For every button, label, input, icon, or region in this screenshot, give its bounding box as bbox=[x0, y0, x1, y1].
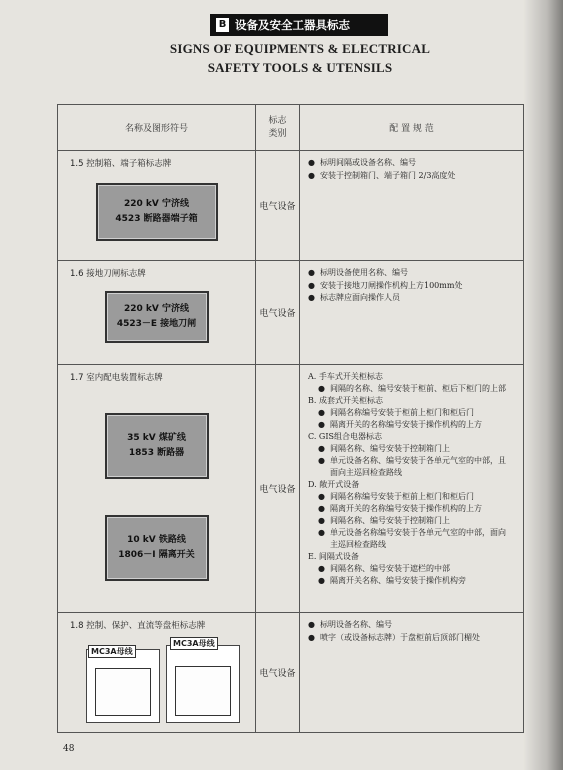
sign-plate bbox=[96, 183, 218, 241]
table-row bbox=[58, 151, 524, 261]
section-title: 设备及安全工器具标志 bbox=[235, 18, 350, 32]
sign-plate bbox=[105, 413, 209, 479]
sign-line: 10 kV 铁路线 bbox=[127, 535, 186, 545]
name-cell bbox=[58, 261, 256, 365]
spec-item: ● 安装于控制箱门、端子箱门 2/3高度处 bbox=[308, 170, 519, 183]
name-cell bbox=[58, 151, 256, 261]
english-title-line1: SIGNS OF EQUIPMENTS & ELECTRICAL bbox=[169, 41, 431, 56]
spec-cell bbox=[300, 261, 524, 365]
item-title: 1.8 控制、保护、直流等盘柜标志牌 bbox=[70, 621, 206, 631]
spec-item: ● 标志牌应面向操作人员 bbox=[308, 292, 519, 305]
spec-cell bbox=[300, 365, 524, 613]
category-cell: 电气设备 bbox=[256, 613, 300, 733]
sign-line: 4523 断路器端子箱 bbox=[115, 214, 198, 224]
spec-cell bbox=[300, 151, 524, 261]
spec-cell bbox=[300, 613, 524, 733]
spec-item: ● 单元设备名称、编号安装于各单元气室的中部，且 bbox=[308, 455, 519, 467]
spec-item: ● 间隔名称、编号安装于遮栏的中部 bbox=[308, 563, 519, 575]
header-category bbox=[256, 105, 300, 151]
sign-line: 4523－E 接地刀闸 bbox=[116, 319, 197, 329]
spec-item: ● 喷字（或设备标志牌）于盘柜前后顶部门楣处 bbox=[308, 632, 519, 645]
spec-item: ● 间隔名称编号安装于柜前上柜门和柜后门 bbox=[308, 407, 519, 419]
spec-section: C. GIS组合电器标志 bbox=[308, 432, 382, 441]
sign-plate bbox=[105, 291, 209, 343]
category-cell: 电气设备 bbox=[256, 151, 300, 261]
header-name: 名称及图形符号 bbox=[58, 105, 256, 151]
spec-item: ● 间隔名称、编号安装于控制箱门上 bbox=[308, 443, 519, 455]
item-title: 1.6 接地刀闸标志牌 bbox=[70, 269, 146, 279]
sign-line: 1853 断路器 bbox=[128, 448, 185, 458]
table-header-row bbox=[58, 105, 524, 151]
cabinet-illustration bbox=[58, 631, 255, 731]
table-row bbox=[58, 365, 524, 613]
spec-item: ● 隔离开关的名称编号安装于操作机构的上方 bbox=[308, 419, 519, 431]
cabinet-panel bbox=[86, 649, 160, 723]
table-row bbox=[58, 261, 524, 365]
category-cell: 电气设备 bbox=[256, 261, 300, 365]
sign-line: 35 kV 煤矿线 bbox=[127, 433, 186, 443]
cabinet-panel bbox=[166, 645, 240, 723]
page-number: 48 bbox=[63, 744, 75, 754]
spec-item: ● 间隔名称、编号安装于控制箱门上 bbox=[308, 515, 519, 527]
spec-section: B. 成套式开关柜标志 bbox=[308, 396, 383, 405]
sign-line: 220 kV 宁济线 bbox=[123, 304, 189, 314]
spec-section: D. 敞开式设备 bbox=[308, 480, 360, 489]
cabinet-screen bbox=[95, 668, 151, 716]
spec-item: ● 单元设备名称编号安装于各单元气室的中部，面向 bbox=[308, 527, 519, 539]
table-row bbox=[58, 613, 524, 733]
spec-item: ● 隔离开关名称、编号安装于操作机构旁 bbox=[308, 575, 519, 587]
header-category-line2: 类别 bbox=[268, 128, 287, 139]
item-title: 1.7 室内配电装置标志牌 bbox=[70, 373, 163, 383]
category-cell: 电气设备 bbox=[256, 365, 300, 613]
name-cell bbox=[58, 613, 256, 733]
section-header bbox=[210, 14, 388, 36]
signs-table bbox=[57, 104, 524, 733]
item-title: 1.5 控制箱、端子箱标志牌 bbox=[70, 159, 172, 169]
sign-line: 1806－I 隔离开关 bbox=[118, 550, 195, 560]
cabinet-label: MC3A母线 bbox=[88, 645, 136, 658]
english-title-line2: SAFETY TOOLS & UTENSILS bbox=[207, 60, 393, 75]
sign-line: 220 kV 宁济线 bbox=[123, 199, 189, 209]
cabinet-screen bbox=[175, 666, 231, 716]
cabinet-label: MC3A母线 bbox=[170, 637, 218, 650]
spec-item: ● 标明设备名称、编号 bbox=[308, 619, 519, 632]
spec-item: ● 标明间隔或设备名称、编号 bbox=[308, 157, 519, 170]
spec-item: ● 间隔的名称、编号安装于柜前、柜后下柜门的上部 bbox=[308, 383, 519, 395]
name-cell bbox=[58, 365, 256, 613]
spec-item: ● 标明设备使用名称、编号 bbox=[308, 267, 519, 280]
spec-item: ● 隔离开关的名称编号安装于操作机构的上方 bbox=[308, 503, 519, 515]
spec-item-continuation: 面向主巡回检查路线 bbox=[330, 468, 402, 477]
spec-section: E. 间隔式设备 bbox=[308, 552, 359, 561]
section-letter: B bbox=[216, 18, 229, 32]
spec-item: ● 间隔名称编号安装于柜前上柜门和柜后门 bbox=[308, 491, 519, 503]
sign-plate bbox=[105, 515, 209, 581]
header-category-line1: 标志 bbox=[268, 115, 287, 126]
spec-section: A. 手车式开关柜标志 bbox=[308, 372, 383, 381]
header-spec: 配 置 规 范 bbox=[300, 105, 524, 151]
spec-item: ● 安装于接地刀闸操作机构上方100mm处 bbox=[308, 280, 519, 293]
spec-item-continuation: 主巡回检查路线 bbox=[330, 540, 386, 549]
page-edge-shadow bbox=[523, 0, 563, 770]
